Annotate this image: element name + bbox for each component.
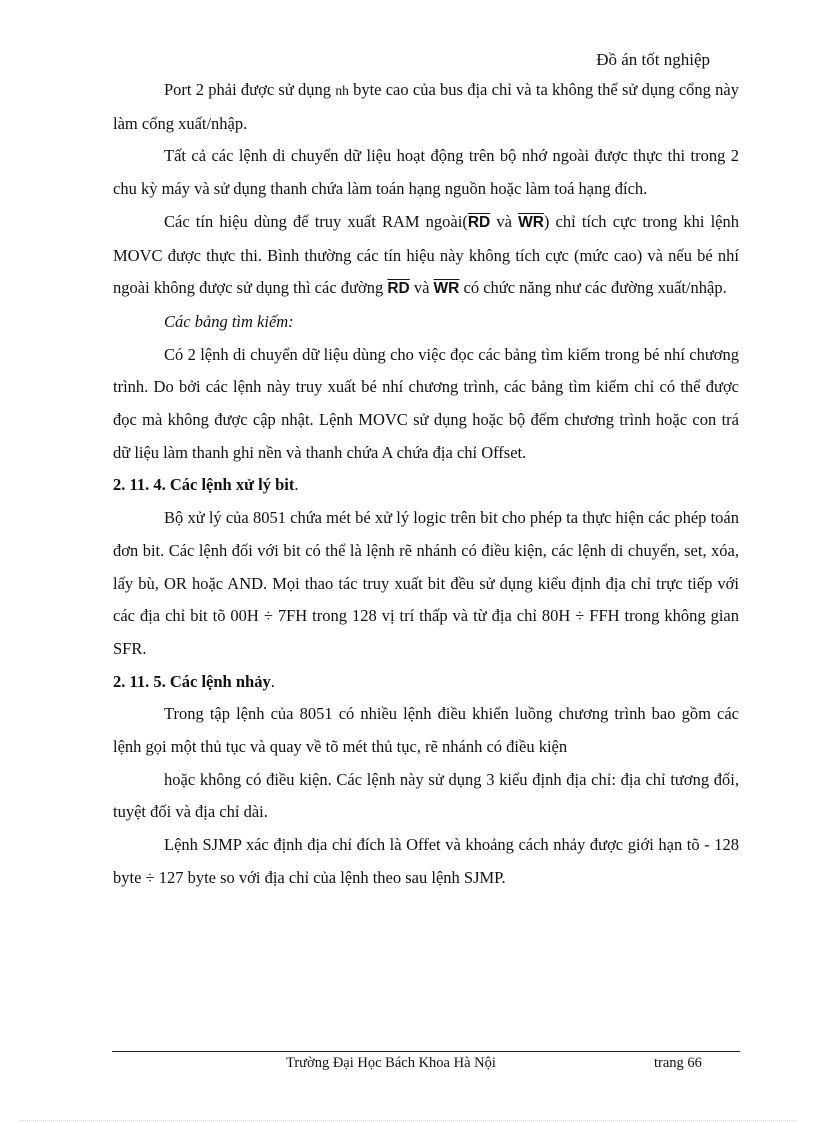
paragraph-sjmp: Lệnh SJMP xác định địa chỉ đích là Offet và khoảng cách nhảy được giới hạn tõ - 128 byte ÷ 127 byte so với địa chỉ của lệnh theo sau lệnh SJMP.	[113, 835, 739, 887]
paragraph-bit-processor: Bộ xử lý của 8051 chứa mét bé xử lý logic trên bit cho phép ta thực hiện các phép toán đơn bit. Các lệnh đối với bit có thể là lệnh rẽ nhánh có điều kiện, các lệnh di chuyển, set, xóa, lấy bù, OR hoặc AND. Mọi thao tác truy xuất bit đều sử dụng kiểu định địa chỉ trực tiếp với các địa chỉ bit tõ 00H ÷ 7FH trong 128 vị trí thấp và từ địa chỉ 80H ÷ FFH trong không gian SFR.	[113, 508, 739, 658]
text-run: và	[490, 211, 519, 231]
heading-text: 2. 11. 5. Các lệnh nhảy	[113, 671, 271, 691]
section-heading-bit-instructions: 2. 11. 4. Các lệnh xử lý bit.	[113, 475, 299, 495]
text-run: Các tín hiệu dùng để truy xuất RAM ngoài(	[164, 211, 468, 231]
paragraph-external-memory: Tất cả các lệnh di chuyển dữ liệu hoạt động trên bộ nhớ ngoài được thực thi trong 2 chu kỳ máy và sử dụng thanh chứa làm toán hạng nguồn hoặc làm toá hạng đích.	[113, 146, 739, 199]
page-header-title: Đồ án tốt nghiệp	[596, 50, 710, 69]
section-heading-jump-instructions: 2. 11. 5. Các lệnh nhảy.	[113, 671, 275, 691]
text-run-small: nh	[335, 83, 349, 98]
paragraph-jump-modes: hoặc không có điều kiện. Các lệnh này sử dụng 3 kiểu định địa chỉ: địa chỉ tương đối, tuyệt đối và địa chỉ dài.	[113, 769, 739, 822]
signal-rd: $\overline{RD}$	[467, 213, 491, 231]
footer-page-number: trang 66	[654, 1055, 702, 1071]
text-run: và	[409, 278, 434, 298]
text-run: có chức năng như các đường xuất/nhập.	[459, 278, 727, 298]
footer-divider	[112, 1051, 740, 1052]
signal-wr: $\overline{WR}$	[433, 280, 460, 298]
text-run: byte cao của bus địa chỉ và ta không thể sử dụng cổng này làm cổng xuất/nhập.	[113, 80, 739, 133]
heading-text: 2. 11. 4. Các lệnh xử lý bit	[113, 475, 295, 495]
paragraph-port2	[113, 74, 739, 140]
paragraph-signals	[113, 206, 739, 306]
text-run: ) chỉ tích cực trong khi lệnh MOVC được thực thi. Bình thường các tín hiệu này không tích cực (mức cao) và nếu bé nhí ngoài không được sử dụng thì các đường	[113, 211, 739, 298]
signal-rd: $\overline{RD}$	[387, 280, 410, 298]
page-body	[113, 74, 739, 895]
page-bottom-border	[20, 1120, 796, 1121]
paragraph-lookup-tables: Có 2 lệnh di chuyển dữ liệu dùng cho việc đọc các bảng tìm kiếm trong bé nhí chương trình. Do bởi các lệnh này truy xuất bé nhí chương trình, các bảng tìm kiếm chỉ có thể được đọc mà không được cập nhật. Lệnh MOVC sử dụng hoặc bộ đếm chương trình hoặc con trá dữ liệu làm thanh ghi nền và thanh chứa A chứa địa chỉ Offset.	[113, 344, 739, 462]
signal-wr: $\overline{WR}$	[518, 213, 544, 231]
text-run: Port 2 phải được sử dụng	[164, 80, 336, 99]
subheading-lookup-tables: Các bảng tìm kiếm:	[164, 311, 294, 331]
paragraph-jump-intro: Trong tập lệnh của 8051 có nhiều lệnh điều khiển luồng chương trình bao gồm các lệnh gọi một thủ tục và quay về tõ mét thủ tục, rẽ nhánh có điều kiện	[113, 704, 739, 757]
footer-school-name: Trường Đại Học Bách Khoa Hà Nội	[286, 1055, 496, 1071]
